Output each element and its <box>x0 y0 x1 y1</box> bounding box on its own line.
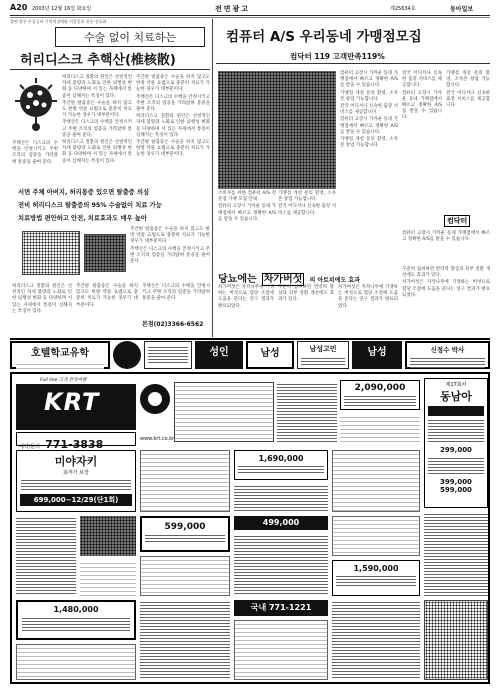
paragraph: 추간판 탈출증은 수술을 하지 않고도 한방 약물 요법으로 충분히 치료가 가능한 경우가 대부분이다. <box>76 284 138 308</box>
page-date: 2003년 12월 16일 화요일 <box>32 6 92 12</box>
krt-price-1: 2,090,000 <box>354 383 406 393</box>
header-rule-thin <box>10 17 490 18</box>
krt-url[interactable]: www.krt.co.kr <box>140 436 175 442</box>
right-article <box>216 19 490 337</box>
krt-listing-mid-3 <box>332 450 420 512</box>
krt-price-box-2[interactable] <box>234 450 328 480</box>
sea-ad-price-3: 599,000 <box>440 486 472 494</box>
promo-title: 미야자키 <box>54 455 98 468</box>
ad-text-lines <box>145 533 225 543</box>
paragraph: 가맹점 개설 문의 환영, 소자본 창업 가능합니다. <box>340 137 398 149</box>
krt-listing-low-4 <box>234 534 328 596</box>
paragraph: 차가버섯은 자작나무에 기생하는 버섯으로 혈당 조절에 도움을 준다는 연구 결과가 발표되었다. <box>402 280 490 298</box>
paragraph: 차가버섯은 자작나무에 기생하는 버섯으로 혈당 조절에 도움을 준다는 연구 결과가 발표되었다. <box>218 285 274 309</box>
sea-ad-price-2: 399,000 <box>440 478 472 486</box>
krt-price-box-4[interactable] <box>332 560 420 596</box>
krt-price-5: 1,480,000 <box>53 605 99 614</box>
paragraph: 꾸준히 섭취하면 면역력 향상과 피부 질환 개선에도 효과가 있다. <box>278 285 334 303</box>
issue-number: 제25634호 <box>390 6 416 12</box>
ad-text-lines <box>22 616 130 632</box>
paragraph: 추핵산은 디스크의 수핵을 안정시키고 주변 조직의 염증을 가라앉혀 통증을 줄여 준다. <box>12 141 58 165</box>
article-top-note: 불면·불안·우울증과 기억력장애와 이혼일보 한문·진료화 <box>10 19 107 24</box>
paragraph: 소비자를 위한 컴퓨터 A/S 전문점 가맹 모집 안내 <box>218 191 276 203</box>
paper-name: 동아일보 <box>450 6 474 13</box>
krt-listing-mid-2 <box>234 484 328 512</box>
chaga-headline <box>218 267 378 285</box>
paragraph: 추핵산은 디스크의 수핵을 안정시키고 주변 조직의 염증을 가라앉혀 통증을 줄여 준다. <box>62 120 132 138</box>
patient-photo <box>84 234 126 272</box>
paragraph: 허리디스크 질환의 원인은 선천적인 자세 불량과 노화로 인한 퇴행성 변화 등 다양하며 서 있는 자세에서 통증이 심해지는 특징이 있다. <box>62 75 132 99</box>
krt-listing-3 <box>340 414 420 444</box>
promo-sub: 최저가 보장 <box>63 470 89 476</box>
ad-text-lines <box>410 356 485 368</box>
krt-listing-bottom-3 <box>234 620 328 680</box>
page-number: A20 <box>10 3 28 12</box>
bullet-item: 서면 주체 아버지, 허리통증 있으면 탈출증 의심 <box>18 189 150 196</box>
article-body-6 <box>76 284 138 332</box>
sea-ad-price-1: 299,000 <box>440 446 472 454</box>
krt-listing-bottom-1 <box>16 644 136 680</box>
article-body-3 <box>12 141 58 187</box>
krt-travel-ad <box>10 372 490 684</box>
section-title: 전면광고 <box>215 5 251 13</box>
ad-adult[interactable] <box>195 341 243 369</box>
krt-listing-top <box>174 382 274 442</box>
masthead <box>10 3 490 15</box>
krt-banner[interactable] <box>234 516 328 530</box>
krt-listing-mid-1 <box>140 450 230 512</box>
krt-listing-low-1 <box>16 516 76 596</box>
clinic-phone: 본점(02)3366-6562 <box>142 321 204 328</box>
article-body-5 <box>12 284 72 332</box>
krt-banner-price: 499,000 <box>262 518 300 527</box>
krt-price-4: 1,590,000 <box>353 564 399 573</box>
paragraph: 추간판 탈출증은 수술을 하지 않고도 한방 약물 요법으로 충분히 치료가 가능한 경우가 대부분이다. <box>136 140 210 158</box>
left-article <box>10 19 210 337</box>
paragraph: 추핵산은 디스크의 수핵을 안정시키고 주변 조직의 염증을 가라앉혀 통증을 줄여 준다. <box>130 246 210 265</box>
paragraph: 차가버섯은 자작나무에 기생하는 버섯으로 혈당 조절에 도움을 준다는 연구 결과가 발표되었다. <box>338 285 398 309</box>
article-body-7 <box>142 284 210 314</box>
ad-male-1[interactable] <box>246 341 294 369</box>
paragraph: 허리디스크 질환의 원인은 선천적인 자세 불량과 노화로 인한 퇴행성 변화 등 다양하며 서 있는 자세에서 통증이 심해지는 특징이 있다. <box>12 284 72 314</box>
krt-listing-low-5 <box>332 516 420 556</box>
ad-text-lines <box>336 574 416 586</box>
article-body-1 <box>62 75 132 185</box>
header-rule <box>10 15 490 16</box>
paragraph: 허리디스크 질환의 원인은 선천적인 자세 불량과 노화로 인한 퇴행성 변화 등 다양하며 서 있는 자세에서 통증이 심해지는 특징이 있다. <box>62 140 132 164</box>
promo-block[interactable] <box>16 450 136 512</box>
computer-photo <box>218 71 336 189</box>
paragraph: 컴퓨터 고장시 가까운 동네 가맹점에서 빠르고 정확한 A/S를 받을 수 있습니다. <box>402 90 442 121</box>
right-headline: 컴퓨터 A/S 우리동네 가맹점모집 <box>226 29 422 45</box>
krt-phone: 771-3838 <box>45 438 104 451</box>
virus-illustration <box>14 77 58 137</box>
ad-text-lines <box>238 464 324 474</box>
bullet-item: 치료방법 편안하고 안전, 치료효과도 매우 높아 <box>18 215 147 222</box>
paragraph: 추간판 탈출증은 수술을 하지 않고도 한방 약물 요법으로 충분히 치료가 가능한 경우가 대부분이다. <box>62 100 132 119</box>
krt-listing-bottom-2 <box>140 600 230 680</box>
ad-hotel-school-title: 호텔학교유학 <box>31 348 89 359</box>
krt-globe <box>140 384 170 414</box>
comdoctor-logo: 컴닥터 <box>444 215 470 227</box>
krt-domestic-banner[interactable] <box>234 600 328 616</box>
bullet-list <box>18 187 210 222</box>
krt-listing-top-2 <box>277 382 337 442</box>
paragraph: 컴퓨터 고장시 가까운 동네 가맹점에서 빠르고 정확한 A/S를 받을 수 있습니다. <box>402 231 490 243</box>
paragraph: 허리디스크 질환의 원인은 선천적인 자세 불량과 노화로 인한 퇴행성 변화 등 다양하며 서 있는 자세에서 통증이 심해지는 특징이 있다. <box>136 114 210 138</box>
ad-male-2[interactable] <box>297 341 349 369</box>
krt-slogan: Full line 고객 만족여행 <box>40 378 87 383</box>
paragraph: 전국 어디서나 신속한 출장 서비스를 제공합니다. <box>446 90 490 109</box>
ad-hotel-school[interactable] <box>10 341 110 369</box>
ad-text-lines <box>428 418 484 444</box>
krt-phone-label: 예약/문의 <box>19 444 41 450</box>
paragraph: 추핵산은 디스크의 수핵을 안정시키고 주변 조직의 염증을 가라앉혀 통증을 줄여 준다. <box>136 94 210 113</box>
krt-price-2: 1,690,000 <box>258 454 304 463</box>
paragraph: 추간판 탈출증은 수술을 하지 않고도 한방 약물 요법으로 충분히 치료가 가능한 경우가 대부분이다. <box>136 75 210 93</box>
paragraph: 전국 어디서나 신속한 출장 서비스를 제공합니다. <box>340 104 398 116</box>
krt-listing-low-3 <box>140 556 230 596</box>
paragraph: 추간판 탈출증은 수술을 하지 않고도 한방 약물 요법으로 충분히 치료가 가능한 경우가 대부분이다. <box>130 227 210 245</box>
ad-text-lines <box>301 356 345 366</box>
right-body-3 <box>402 71 442 211</box>
ad-text-lines <box>21 478 131 492</box>
spine-photo <box>22 231 80 275</box>
sea-ad-band <box>428 406 484 416</box>
right-subhead: 컴닥터 119 고객만족119% <box>290 52 385 61</box>
sea-ad-sub: 제17회차 <box>445 382 467 388</box>
krt-price-box-3[interactable] <box>140 516 230 552</box>
krt-photo-1 <box>80 516 136 556</box>
paragraph: 가맹점 개설 문의 환영, 소자본 창업 가능합니다. <box>278 191 336 203</box>
ad-doctor-title: 신정수 박사 <box>430 346 465 354</box>
ad-adult-title: 성인 <box>209 347 229 358</box>
chaga-body-1 <box>218 285 274 335</box>
ad-strip <box>10 341 490 369</box>
sea-ad-title: 동남아 <box>440 390 472 403</box>
chaga-headline-c: 의 아토피에도 효과 <box>309 277 361 284</box>
paragraph: 가맹점 개설 문의 환영, 소자본 창업 가능합니다. <box>446 71 490 89</box>
right-body-1 <box>278 191 336 261</box>
right-body-5 <box>402 231 490 261</box>
krt-logo: KRT <box>44 388 100 416</box>
bullet-item: 전비 허리디스크 탈출증의 95% 수술없이 치료 가능 <box>18 202 162 209</box>
krt-domestic-phone: 국내 771-1221 <box>250 603 312 612</box>
krt-logo-block[interactable] <box>16 384 136 430</box>
chaga-headline-a: 당뇨에는 <box>218 274 257 285</box>
right-body-4 <box>446 71 490 211</box>
article-subhead: 수술 없이 치료하는 <box>55 27 205 47</box>
krt-price-box-5[interactable] <box>16 600 136 640</box>
ad-text-lines <box>428 456 484 476</box>
paragraph: 컴퓨터 고장시 가까운 동네 가맹점에서 빠르고 정확한 A/S를 받을 수 있습니다. <box>340 71 398 89</box>
article-rule <box>10 69 210 70</box>
chaga-body-4 <box>402 267 490 335</box>
ad-male-1-title: 남성 <box>260 348 280 359</box>
chaga-body-3 <box>338 285 398 335</box>
sea-ad[interactable] <box>424 378 488 508</box>
ad-doctor[interactable] <box>405 341 490 369</box>
krt-phone-row <box>16 432 136 451</box>
paragraph: 꾸준히 섭취하면 면역력 향상과 피부 질환 개선에도 효과가 있다. <box>402 267 490 279</box>
krt-listing-bottom-4 <box>332 600 420 680</box>
paragraph: 컴퓨터 고장시 가까운 동네 가맹점에서 빠르고 정확한 A/S를 받을 수 있습니다. <box>218 204 276 222</box>
ad-text-lines <box>148 345 188 365</box>
ad-emblem[interactable] <box>113 341 141 369</box>
photo-caption <box>218 191 276 261</box>
krt-listing-right <box>424 512 488 596</box>
ad-text-box[interactable] <box>144 341 192 369</box>
globe-inner <box>146 390 164 408</box>
ad-text-lines <box>344 394 416 406</box>
article-rule <box>216 63 490 64</box>
paragraph: 전국 어디서나 신속한 출장 서비스를 제공합니다. <box>402 71 442 89</box>
ad-male-2-title: 남성고민 <box>309 345 337 353</box>
ad-male-3-title: 남성 <box>367 347 387 358</box>
krt-listing-low-2 <box>80 560 136 596</box>
ad-male-3[interactable] <box>352 341 402 369</box>
article-body-2 <box>136 75 210 185</box>
paragraph: 가맹점 개설 문의 환영, 소자본 창업 가능합니다. <box>340 90 398 102</box>
paragraph: 컴퓨터 고장시 가까운 동네 가맹점에서 빠르고 정확한 A/S를 받을 수 있습니다. <box>340 117 398 135</box>
krt-price-3: 599,000 <box>164 522 206 532</box>
ad-text-lines <box>16 361 104 369</box>
chaga-body-2 <box>278 285 334 335</box>
promo-price: 699,000~12/29(단1회) <box>20 494 132 506</box>
krt-price-box-1[interactable] <box>340 380 420 410</box>
ad-section-rule <box>10 338 490 340</box>
column-divider <box>212 19 213 337</box>
krt-photo-2 <box>424 600 488 680</box>
article-body-4 <box>130 227 210 281</box>
paragraph: 추핵산은 디스크의 수핵을 안정시키고 주변 조직의 염증을 가라앉혀 통증을 줄여 준다. <box>142 284 210 302</box>
right-body-2 <box>340 71 398 261</box>
paragraph: 전국 어디서나 신속한 출장 서비스를 제공합니다. <box>278 204 336 216</box>
chaga-headline-b: 차가버섯 <box>263 274 303 285</box>
article-headline: 허리디스크 추핵산(椎核散) <box>20 53 176 68</box>
